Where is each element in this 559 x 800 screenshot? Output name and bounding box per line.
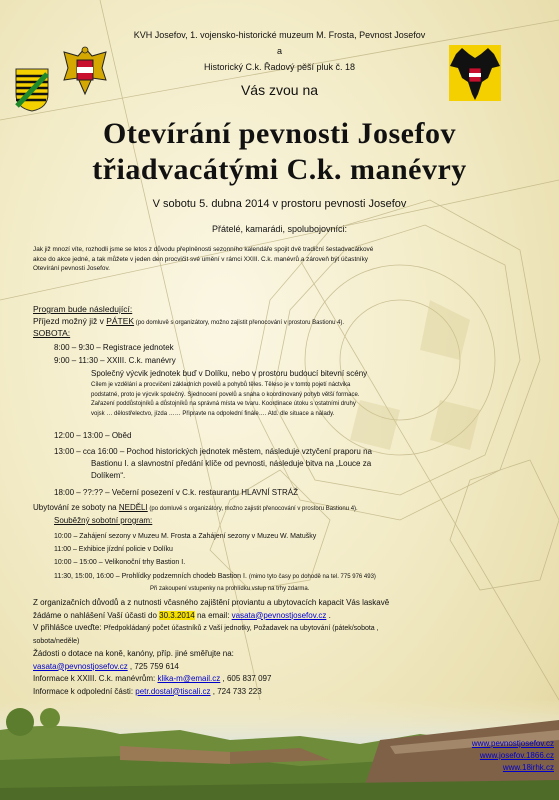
accommodation-day: NEDĚLI (118, 503, 148, 512)
notice-deadline-prefix: žádáme o nahlášení Vaší účasti do (33, 610, 160, 620)
schedule-manevry: 9:00 – 11:30 – XXIII. C.k. manévry (54, 356, 176, 365)
manevry-info-prefix: Informace k XXIII. C.k. manévrům: (33, 674, 158, 683)
schedule-registration: 8:00 – 9:30 – Registrace jednotek (54, 343, 174, 352)
arrival-line (33, 316, 344, 329)
accommodation-prefix: Ubytování ze soboty na (33, 503, 119, 512)
arrival-prefix: Příjezd možný již v (33, 316, 107, 326)
tours-note: (mimo tyto časy po dohodě na tel. 775 976 493) (248, 574, 376, 580)
website-link-pevnostjosefov[interactable]: www.pevnostjosefov.cz (471, 739, 554, 748)
klika-phone: , 605 837 097 (220, 674, 272, 683)
parallel-item: 10:00 – Zahájení sezony v Muzeu M. Frosta a Zahájení sezony v Muzeu W. Matušky (54, 533, 317, 540)
greeting: Přátelé, kamarádi, spolubojovníci: (211, 224, 348, 234)
tours-times: 11:30, 15:00, 16:00 – Prohlídky podzemních chodeb Bastion I. (54, 573, 247, 580)
schedule-pochod (54, 446, 372, 482)
notice-period: . (326, 610, 331, 620)
parallel-item: 11:00 – Exhibice jízdní policie v Dolíku (54, 546, 173, 553)
tours-line (54, 572, 376, 583)
contact-line (33, 661, 389, 674)
organizers-line: KVH Josefov, 1. vojensko-historické muzeum M. Frosta, Pevnost Josefov (133, 30, 426, 40)
notice-line: Z organizačních důvodů a z nutnosti včasného zajištění proviantu a ubytovacích kapacit Vás laskavě (33, 598, 390, 607)
website-link-18irhk[interactable]: www.18irhk.cz (502, 763, 554, 772)
vasata-email-link[interactable]: vasata@pevnostjosefov.cz (33, 661, 128, 671)
parallel-program-list (54, 530, 316, 569)
title-line-1: Otevírání pevnosti Josefov (103, 117, 456, 150)
notice-line: Žádosti o dotace na koně, kanóny, příp. jiné směřujte na: (33, 649, 234, 658)
website-link-josefov1866[interactable]: www.josefov.1866.cz (479, 751, 554, 760)
saturday-heading: SOBOTA: (33, 328, 71, 338)
description-line: Zařazení poddůstojníků a důstojníků na správná místa ve tvaru. Koordinace útoku s ostatními druhy (91, 401, 356, 407)
deadline-date: 30.3.2014 (159, 610, 195, 620)
afternoon-info-prefix: Informace k odpolední části: (33, 686, 136, 696)
contact-line (33, 673, 389, 686)
klika-email-link[interactable]: klika-m@email.cz (157, 674, 221, 683)
notice-line (33, 610, 389, 623)
notice-line (33, 622, 389, 636)
registration-notice (33, 597, 389, 698)
program-heading: Program bude následující: (33, 304, 133, 314)
schedule-vycvik: Společný výcvik jednotek buď v Dolíku, nebo v prostoru budoucí bitevní scény (91, 369, 368, 378)
description-line: Cílem je vzdělání a procvičení základních povelů a pohybů těles. Těleso je v tomto pojetí náctvika (91, 382, 351, 388)
and-line: a (276, 46, 282, 56)
intro-paragraph (33, 245, 373, 274)
intro-line: akce do akce jedné, a tak můžete v jeden den procvičit své umění v rámci XXIII. C.k. manévrů a zároveň být účastníky (33, 255, 368, 263)
application-requirements: Předpokládaný počet účastníků z Vaší jednotky, Požadavek na ubytování (pátek/sobota , (103, 625, 379, 632)
invite-line: Vás zvou na (240, 82, 319, 98)
parallel-item: 10:00 – 15:00 – Velikonoční trhy Bastion I. (54, 559, 186, 566)
arrival-note: (po domluvě s organizátory, možno zajistit přenocování v prostoru Bastionu 4). (134, 320, 345, 326)
accommodation-note: (po domluvě s organizátory, možno zajistit přenocování v prostoru Bastionu 4). (147, 506, 358, 512)
notice-email-prefix: na email: (194, 610, 232, 620)
contact-line (33, 686, 389, 699)
schedule-obed: 12:00 – 13:00 – Oběd (54, 431, 132, 440)
dostal-phone: , 724 733 223 (210, 686, 262, 696)
notice-line: sobota/neděle) (33, 637, 80, 645)
date-line: V sobotu 5. dubna 2014 v prostoru pevnosti Josefov (152, 198, 407, 210)
schedule-vecer: 18:00 – ??:?? – Večerní posezení v C.k. restaurantu HLAVNÍ STRÁŽ (54, 488, 298, 497)
tickets-note: Při zakoupení vstupenky na prohlídku vstup na trhy zdarma. (150, 586, 310, 592)
description-line: podstatné, proto je výcvik společný. Sjednocení povelů a snaha o koordinovaný pohyb větší formace. (91, 391, 360, 398)
description-line: vojsk … dělostřelectvo, jízda …… Připravte na odpolední finále…. Atd. dle situace a nálady. (91, 410, 335, 417)
title-line-2: třiadvacátými C.k. manévry (92, 153, 467, 186)
intro-line: Jak již mnozí víte, rozhodli jsme se letos z důvodu přeplněnosti sezonního kalendáře spojit dvě tradiční šestadvacátkové (33, 246, 374, 253)
pochod-line: 13:00 – cca 16:00 – Pochod historických jednotek městem, následuje vztyčení praporu na (54, 447, 372, 456)
dostal-email-link[interactable]: petr.dostal@tiscali.cz (135, 686, 211, 696)
intro-line: Otevírání pevnosti Josefov. (33, 265, 110, 272)
pochod-line: Dolíkem“. (91, 471, 126, 480)
parallel-program-heading: Souběžný sobotní program: (54, 516, 153, 525)
arrival-day: PÁTEK (106, 316, 135, 326)
registration-email-link[interactable]: vasata@pevnostjosefov.cz (231, 610, 327, 620)
application-prefix: V přihlášce uveďte: (33, 623, 104, 632)
accommodation-line (33, 503, 358, 515)
regiment-line: Historický C.k. Řadový pěší pluk č. 18 (203, 62, 356, 72)
pochod-line: Bastionu I. a slavnostní předání klíče od pevnosti, následuje bitva na „Louce za (91, 459, 372, 468)
website-links (448, 738, 554, 774)
vasata-phone: , 725 759 614 (127, 661, 179, 671)
vycvik-description (91, 381, 360, 419)
